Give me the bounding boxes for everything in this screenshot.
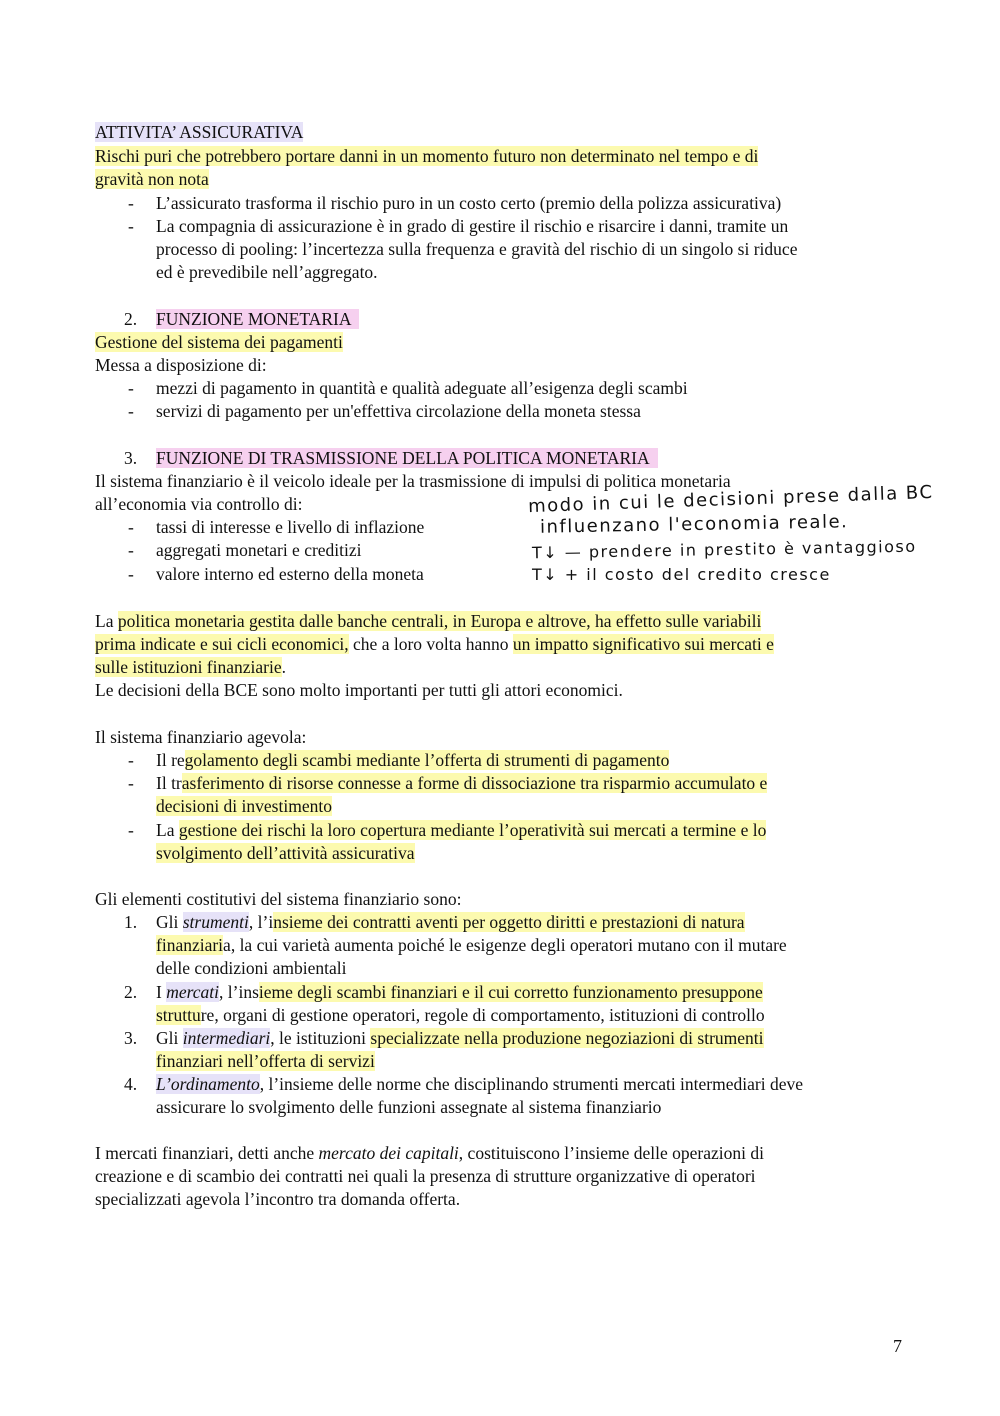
list-number: 1. bbox=[124, 912, 138, 932]
plain-text: Gli bbox=[156, 912, 183, 932]
italic-term: mercato dei capitali bbox=[318, 1143, 459, 1163]
bullet-dash: - bbox=[128, 216, 134, 236]
plain-text: Il re bbox=[156, 750, 185, 770]
section-title-funzione-monetaria bbox=[156, 308, 359, 331]
plain-text: re, organi di gestione operatori, regole di comportamento, istituzioni di controllo bbox=[200, 1005, 765, 1025]
section-title-attivita-assicurativa bbox=[95, 121, 303, 144]
list-item bbox=[156, 1073, 803, 1096]
plain-text: , le istituzioni bbox=[270, 1028, 371, 1048]
plain-text: La bbox=[156, 820, 179, 840]
handwritten-note: T↓ + il costo del credito cresce bbox=[532, 565, 831, 584]
highlighted-text: finanziari nell’offerta di servizi bbox=[156, 1051, 375, 1071]
paragraph-line: specializzati agevola l’incontro tra domanda offerta. bbox=[95, 1189, 461, 1209]
list-item-continuation: ed è prevedibile nell’aggregato. bbox=[156, 262, 378, 282]
title-text: FUNZIONE MONETARIA bbox=[156, 309, 359, 329]
list-item: La compagnia di assicurazione è in grado di gestire il rischio e risarcire i danni, tramite un bbox=[156, 216, 789, 236]
paragraph-line: creazione e di scambio dei contratti nei quali la presenza di strutture organizzative di operatori bbox=[95, 1166, 756, 1186]
italic-term: strumenti bbox=[182, 912, 249, 932]
paragraph-line bbox=[95, 168, 209, 191]
bullet-dash: - bbox=[128, 773, 134, 793]
highlighted-text: nsieme dei contratti aventi per oggetto diritti e prestazioni di natura bbox=[273, 912, 745, 932]
list-number: 2. bbox=[124, 982, 138, 1002]
highlighted-text: ieme degli scambi finanziari e il cui corretto funzionamento presuppone bbox=[258, 982, 763, 1002]
paragraph-line: all’economia via controllo di: bbox=[95, 494, 303, 514]
list-item: tassi di interesse e livello di inflazione bbox=[156, 517, 425, 537]
italic-term: intermediari bbox=[182, 1028, 271, 1048]
list-number: 3. bbox=[124, 1028, 138, 1048]
handwritten-note: modo in cui le decisioni prese dalla BC bbox=[527, 481, 934, 518]
highlighted-text: finanziari bbox=[156, 935, 224, 955]
highlighted-text: decisioni di investimento bbox=[156, 796, 332, 816]
list-item-continuation: processo di pooling: l’incertezza sulla frequenza e gravità del rischio di un singolo si riduce bbox=[156, 239, 798, 259]
paragraph-line bbox=[95, 633, 774, 656]
bullet-dash: - bbox=[128, 193, 134, 213]
list-item-continuation bbox=[156, 842, 415, 865]
list-item: servizi di pagamento per un'effettiva circolazione della moneta stessa bbox=[156, 401, 641, 421]
list-item-continuation: assicurare lo svolgimento delle funzioni assegnate al sistema finanziario bbox=[156, 1097, 662, 1117]
italic-term: mercati bbox=[166, 982, 220, 1002]
list-item bbox=[156, 911, 745, 934]
highlighted-text: golamento degli scambi mediante l’offerta di strumenti di pagamento bbox=[184, 750, 670, 770]
plain-text: che a loro volta hanno bbox=[348, 634, 513, 654]
list-item bbox=[156, 981, 763, 1004]
list-number: 4. bbox=[124, 1074, 138, 1094]
list-item: valore interno ed esterno della moneta bbox=[156, 564, 424, 584]
plain-text: Il tr bbox=[156, 773, 182, 793]
highlighted-text: gestione dei rischi la loro copertura mediante l’operatività sui mercati a termine e lo bbox=[178, 820, 767, 840]
highlighted-text: sulle istituzioni finanziarie bbox=[95, 657, 282, 677]
section-number: 3. bbox=[124, 448, 138, 468]
section-title-trasmissione bbox=[156, 447, 658, 470]
list-item: L’assicurato trasforma il rischio puro in un costo certo (premio della polizza assicurativa) bbox=[156, 193, 782, 213]
highlighted-text: gravità non nota bbox=[95, 169, 209, 189]
paragraph-line: Il sistema finanziario agevola: bbox=[95, 727, 307, 747]
plain-text: I bbox=[156, 982, 167, 1002]
page-number: 7 bbox=[893, 1336, 902, 1356]
paragraph-line bbox=[95, 610, 761, 633]
plain-text: , costituiscono l’insieme delle operazioni di bbox=[458, 1143, 764, 1163]
paragraph-line: Le decisioni della BCE sono molto importanti per tutti gli attori economici. bbox=[95, 680, 623, 700]
plain-text: La bbox=[95, 611, 118, 631]
paragraph-line: Messa a disposizione di: bbox=[95, 355, 267, 375]
paragraph-line bbox=[95, 656, 286, 679]
list-item-continuation: delle condizioni ambientali bbox=[156, 958, 347, 978]
bullet-dash: - bbox=[128, 820, 134, 840]
list-item-continuation bbox=[156, 1050, 375, 1073]
section-number: 2. bbox=[124, 309, 138, 329]
list-item: mezzi di pagamento in quantità e qualità adeguate all’esigenza degli scambi bbox=[156, 378, 688, 398]
plain-text: I mercati finanziari, detti anche bbox=[95, 1143, 319, 1163]
highlighted-text: Gestione del sistema dei pagamenti bbox=[95, 332, 343, 352]
handwritten-note: T↓ — prendere in prestito è vantaggioso bbox=[531, 536, 917, 563]
plain-text: a, la cui varietà aumenta poiché le esigenze degli operatori mutano con il mutare bbox=[223, 935, 787, 955]
highlighted-text: struttu bbox=[156, 1005, 201, 1025]
bullet-dash: - bbox=[128, 517, 134, 537]
title-text: ATTIVITA’ ASSICURATIVA bbox=[95, 122, 304, 142]
bullet-dash: - bbox=[128, 378, 134, 398]
list-item-continuation bbox=[156, 795, 332, 818]
paragraph-line: Gli elementi costitutivi del sistema finanziario sono: bbox=[95, 889, 462, 909]
highlighted-text: specializzate nella produzione negoziazioni di strumenti bbox=[370, 1028, 764, 1048]
list-item bbox=[156, 819, 766, 842]
list-item: aggregati monetari e creditizi bbox=[156, 540, 362, 560]
highlighted-text: svolgimento dell’attività assicurativa bbox=[156, 843, 415, 863]
plain-text: . bbox=[281, 657, 286, 677]
plain-text: , l’ins bbox=[219, 982, 259, 1002]
bullet-dash: - bbox=[128, 750, 134, 770]
paragraph-line: Il sistema finanziario è il veicolo ideale per la trasmissione di impulsi di politica monetaria bbox=[95, 471, 731, 491]
plain-text: Gli bbox=[156, 1028, 183, 1048]
list-item-continuation bbox=[156, 934, 787, 957]
list-item bbox=[156, 1027, 764, 1050]
section-subtitle bbox=[95, 331, 343, 354]
list-item-continuation bbox=[156, 1004, 765, 1027]
italic-term: L’ordinamento bbox=[156, 1074, 260, 1094]
list-item bbox=[156, 772, 767, 795]
list-item bbox=[156, 749, 669, 772]
handwritten-note: influenzano l'economia reale. bbox=[539, 511, 849, 538]
paragraph-line bbox=[95, 145, 758, 168]
highlighted-text: un impatto significativo sui mercati e bbox=[512, 634, 774, 654]
highlighted-text: politica monetaria gestita dalle banche centrali, in Europa e altrove, ha effetto sulle variabili bbox=[117, 611, 762, 631]
highlighted-text: asferimento di risorse connesse a forme di dissociazione tra risparmio accumulato e bbox=[181, 773, 768, 793]
title-text: FUNZIONE DI TRASMISSIONE DELLA POLITICA MONETARIA bbox=[156, 448, 658, 468]
plain-text: , l’i bbox=[248, 912, 274, 932]
highlighted-text: prima indicate e sui cicli economici, bbox=[95, 634, 349, 654]
highlighted-text: Rischi puri che potrebbero portare danni in un momento futuro non determinato nel tempo e di bbox=[95, 146, 759, 166]
bullet-dash: - bbox=[128, 564, 134, 584]
bullet-dash: - bbox=[128, 540, 134, 560]
bullet-dash: - bbox=[128, 401, 134, 421]
plain-text: , l’insieme delle norme che disciplinando strumenti mercati intermediari deve bbox=[259, 1074, 803, 1094]
paragraph-line bbox=[95, 1142, 764, 1165]
